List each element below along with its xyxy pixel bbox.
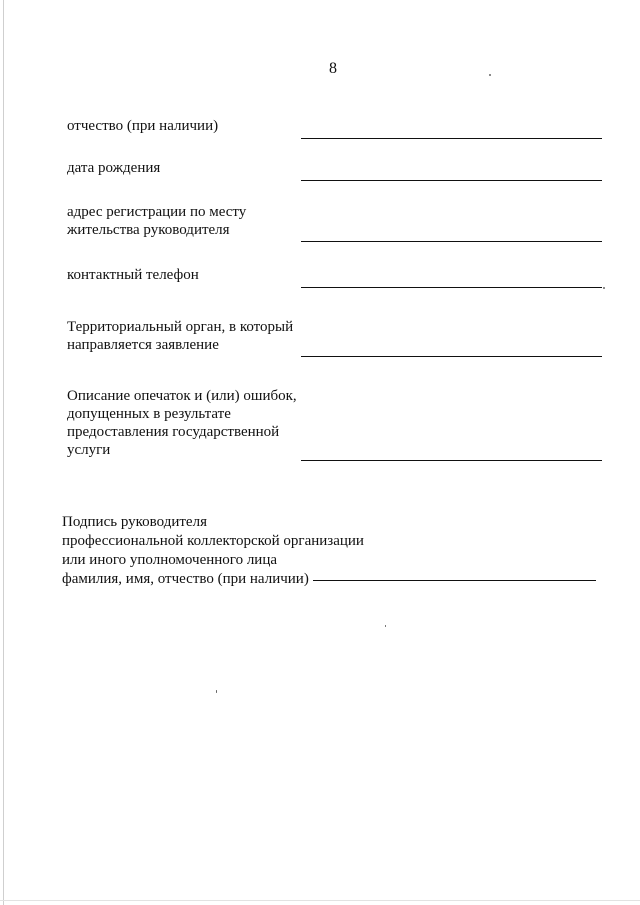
field-label-line: услуги xyxy=(67,442,111,458)
scan-edge-bottom xyxy=(0,900,640,901)
field-label-territorial-body xyxy=(67,318,293,354)
signature-line-text: профессиональной коллекторской организации xyxy=(62,533,364,549)
field-label-registration-address xyxy=(67,203,246,239)
page-number: 8 xyxy=(329,60,337,77)
signature-line-text: или иного уполномоченного лица xyxy=(62,552,278,568)
field-label-line: дата рождения xyxy=(67,160,161,176)
field-label-line: предоставления государственной xyxy=(67,424,280,440)
signature-line-text: фамилия, имя, отчество (при наличии) xyxy=(62,571,309,587)
signature-fill-line xyxy=(313,580,596,581)
signature-block xyxy=(62,513,364,589)
scan-speck xyxy=(603,287,605,289)
field-fill-line-registration-address xyxy=(301,241,602,242)
field-fill-line-errors-description xyxy=(301,460,602,461)
field-label-line: Территориальный орган, в который xyxy=(67,319,294,335)
scan-speck xyxy=(216,690,217,693)
signature-line-text: Подпись руководителя xyxy=(62,514,207,530)
field-label-line: допущенных в результате xyxy=(67,406,231,422)
field-label-contact-phone xyxy=(67,266,199,284)
field-fill-line-contact-phone xyxy=(301,287,602,288)
field-fill-line-territorial-body xyxy=(301,356,602,357)
field-label-line: направляется заявление xyxy=(67,337,219,353)
field-label-patronymic xyxy=(67,117,218,135)
scan-speck xyxy=(385,625,386,627)
field-label-line: адрес регистрации по месту xyxy=(67,204,247,220)
field-label-birth-date xyxy=(67,159,160,177)
scan-speck xyxy=(489,74,491,76)
field-label-line: жительства руководителя xyxy=(67,222,230,238)
field-label-line: Описание опечаток и (или) ошибок, xyxy=(67,388,297,404)
scan-edge-left xyxy=(3,0,4,905)
field-label-errors-description xyxy=(67,387,297,459)
field-label-line: контактный телефон xyxy=(67,267,199,283)
field-label-line: отчество (при наличии) xyxy=(67,118,219,134)
field-fill-line-birth-date xyxy=(301,180,602,181)
field-fill-line-patronymic xyxy=(301,138,602,139)
